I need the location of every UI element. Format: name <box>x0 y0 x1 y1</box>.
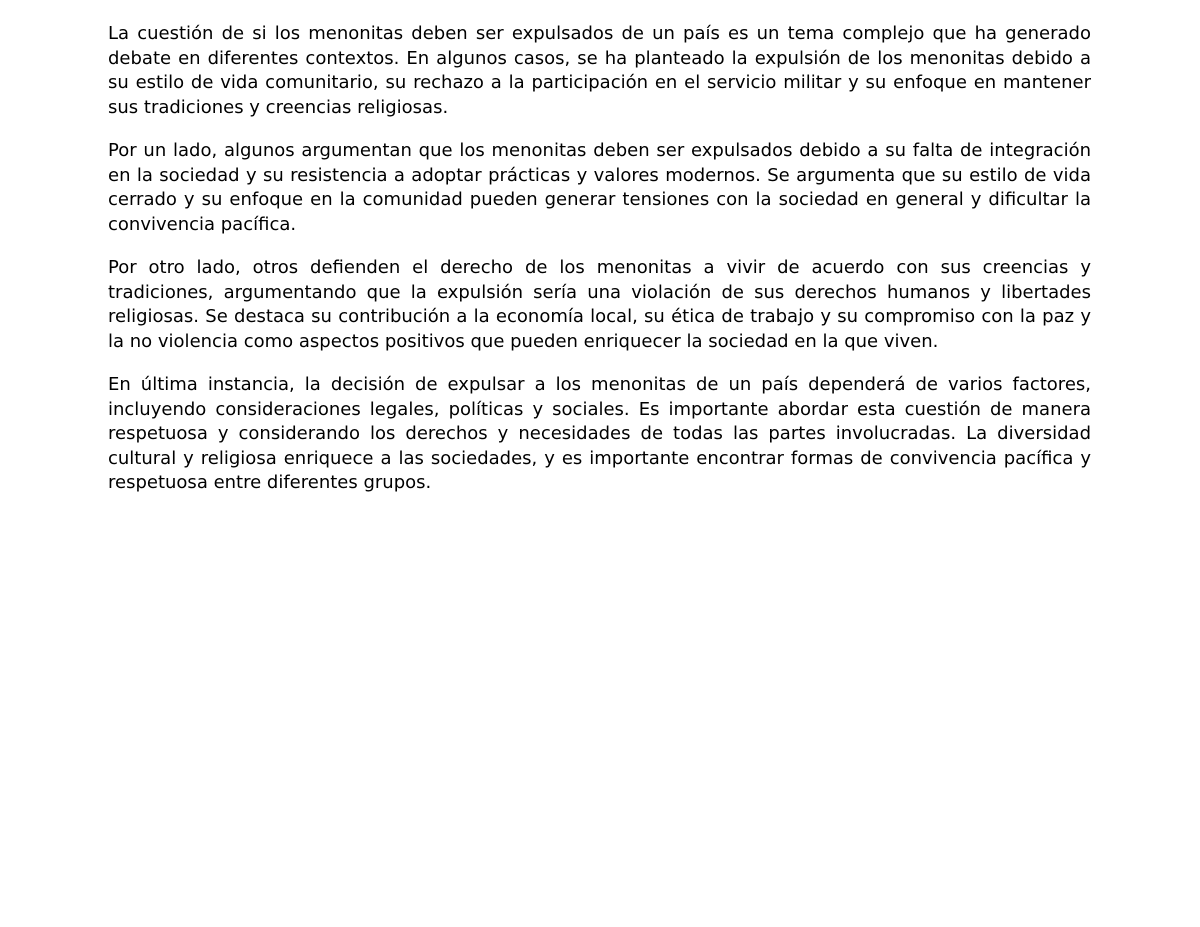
paragraph-3: Por otro lado, otros defienden el derecho de los menonitas a vivir de acuerdo con sus creencias y tradiciones, argumentando que la expulsión sería una violación de sus derechos humanos y libertades religiosas. Se destaca su contribución a la economía local, su ética de trabajo y su compromiso con la paz y la no violencia como aspectos positivos que pueden enriquecer la sociedad en la que viven. <box>108 257 1091 352</box>
paragraph-1: La cuestión de si los menonitas deben ser expulsados de un país es un tema complejo que ha generado debate en diferentes contextos. En algunos casos, se ha planteado la expulsión de los menonitas debido a su estilo de vida comunitario, su rechazo a la participación en el servicio militar y su enfoque en mantener sus tradiciones y creencias religiosas. <box>108 23 1091 118</box>
paragraph-2: Por un lado, algunos argumentan que los menonitas deben ser expulsados debido a su falta de integración en la sociedad y su resistencia a adoptar prácticas y valores modernos. Se argumenta que su estilo de vida cerrado y su enfoque en la comunidad pueden generar tensiones con la sociedad en general y dificultar la convivencia pacífica. <box>108 140 1091 235</box>
paragraph-4: En última instancia, la decisión de expulsar a los menonitas de un país dependerá de varios factores, incluyendo consideraciones legales, políticas y sociales. Es importante abordar esta cuestión de manera respetuosa y considerando los derechos y necesidades de todas las partes involucradas. La diversidad cultural y religiosa enriquece a las sociedades, y es importante encontrar formas de convivencia pacífica y respetuosa entre diferentes grupos. <box>108 374 1091 493</box>
document-body <box>108 22 1091 515</box>
